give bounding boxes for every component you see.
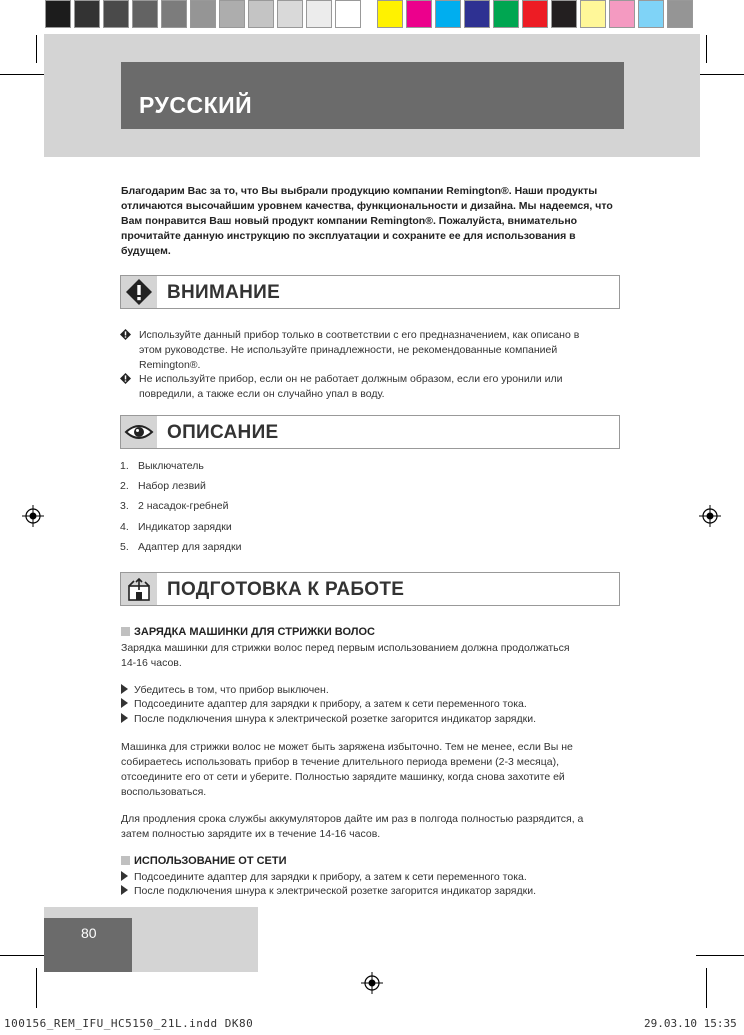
color-swatch bbox=[464, 0, 490, 28]
charging-text: Зарядка машинки для стрижки волос перед первым использованием должна продолжаться 14-16 часов. bbox=[121, 642, 570, 669]
color-swatch bbox=[306, 0, 332, 28]
exclamation-diamond-icon bbox=[121, 276, 157, 308]
preparation-title: ПОДГОТОВКА К РАБОТЕ bbox=[167, 579, 405, 600]
color-swatch bbox=[435, 0, 461, 28]
intro-text: Благодарим Вас за то, что Вы выбрали продукцию компании Remington®. Наши продукты отличаются высочайшим уровнем качества, функциональности и дизайна. Мы надеемся, что Вам понравится Ваш новый продукт компании Remington®. Пожалуйста, внимательно прочитайте данную инструкцию по эксплуатации и сохраните ее для использования в будущем. bbox=[121, 185, 613, 257]
description-title: ОПИСАНИЕ bbox=[167, 422, 279, 443]
triangle-bullet-icon bbox=[121, 713, 128, 723]
charging-step: Подсоедините адаптер для зарядки к прибору, а затем к сети переменного тока. bbox=[121, 697, 527, 712]
preparation-section-header bbox=[120, 572, 620, 606]
color-swatch bbox=[493, 0, 519, 28]
color-swatch bbox=[580, 0, 606, 28]
color-swatch bbox=[377, 0, 403, 28]
square-bullet-icon bbox=[121, 856, 130, 865]
registration-mark-icon bbox=[22, 505, 44, 527]
page-title: РУССКИЙ bbox=[139, 92, 253, 118]
crop-mark bbox=[696, 955, 744, 956]
list-item: 4. Индикатор зарядки bbox=[120, 521, 232, 533]
color-swatch bbox=[45, 0, 71, 28]
crop-mark bbox=[706, 35, 707, 63]
color-swatch bbox=[335, 0, 361, 28]
color-swatch bbox=[74, 0, 100, 28]
color-swatch bbox=[638, 0, 664, 28]
page-number: 80 bbox=[81, 925, 97, 941]
color-swatch-bar bbox=[377, 0, 696, 30]
square-bullet-icon bbox=[121, 627, 130, 636]
exclamation-diamond-icon bbox=[120, 373, 131, 384]
mains-step: После подключения шнура к электрической розетке загорится индикатор зарядки. bbox=[121, 884, 536, 899]
eye-icon bbox=[121, 416, 157, 448]
charging-step: После подключения шнура к электрической розетке загорится индикатор зарядки. bbox=[121, 712, 536, 727]
color-swatch bbox=[190, 0, 216, 28]
triangle-bullet-icon bbox=[121, 871, 128, 881]
color-swatch bbox=[667, 0, 693, 28]
crop-mark bbox=[36, 968, 37, 1008]
crop-mark bbox=[0, 74, 48, 75]
file-slug: 100156_REM_IFU_HC5150_21L.indd DK80 bbox=[4, 1017, 254, 1030]
page-number-box bbox=[44, 918, 132, 972]
warning-section-header bbox=[120, 275, 620, 309]
color-swatch bbox=[406, 0, 432, 28]
color-swatch bbox=[219, 0, 245, 28]
color-swatch bbox=[248, 0, 274, 28]
triangle-bullet-icon bbox=[121, 684, 128, 694]
crop-mark bbox=[706, 968, 707, 1008]
date-slug: 29.03.10 15:35 bbox=[644, 1017, 737, 1030]
mains-heading: ИСПОЛЬЗОВАНИЕ ОТ СЕТИ bbox=[121, 855, 287, 867]
crop-mark bbox=[696, 74, 744, 75]
list-item: 1. Выключатель bbox=[120, 460, 204, 472]
color-swatch bbox=[609, 0, 635, 28]
triangle-bullet-icon bbox=[121, 885, 128, 895]
gray-swatch-bar bbox=[45, 0, 364, 30]
description-section-header bbox=[120, 415, 620, 449]
box-icon bbox=[121, 573, 157, 605]
warning-title: ВНИМАНИЕ bbox=[167, 282, 281, 303]
mains-step: Подсоедините адаптер для зарядки к прибору, а затем к сети переменного тока. bbox=[121, 870, 527, 885]
battery-life-paragraph: Для продления срока службы аккумуляторов дайте им раз в полгода полностью разрядится, а затем полностью зарядите их в течение 14-16 часов. bbox=[121, 813, 584, 840]
color-swatch bbox=[551, 0, 577, 28]
color-swatch bbox=[161, 0, 187, 28]
color-swatch bbox=[277, 0, 303, 28]
color-swatch bbox=[103, 0, 129, 28]
list-item: 3. 2 насадок-гребней bbox=[120, 500, 229, 512]
triangle-bullet-icon bbox=[121, 698, 128, 708]
overcharge-paragraph: Машинка для стрижки волос не может быть заряжена избыточно. Тем не менее, если Вы не собираетесь использовать прибор в течение длительного периода времени (2-3 месяца), отсоедините его от сети и уберите. Полностью зарядите машинку, когда снова захотите ей воспользоваться. bbox=[121, 741, 573, 798]
exclamation-diamond-icon bbox=[120, 329, 131, 340]
list-item: 2. Набор лезвий bbox=[120, 480, 206, 492]
charging-step: Убедитесь в том, что прибор выключен. bbox=[121, 683, 329, 698]
crop-mark bbox=[36, 35, 37, 63]
charging-heading: ЗАРЯДКА МАШИНКИ ДЛЯ СТРИЖКИ ВОЛОС bbox=[121, 626, 375, 638]
crop-mark bbox=[0, 955, 48, 956]
color-swatch bbox=[522, 0, 548, 28]
registration-mark-icon bbox=[361, 972, 383, 994]
color-swatch bbox=[132, 0, 158, 28]
language-title-box bbox=[121, 62, 624, 129]
list-item: 5. Адаптер для зарядки bbox=[120, 541, 242, 553]
registration-mark-icon bbox=[699, 505, 721, 527]
